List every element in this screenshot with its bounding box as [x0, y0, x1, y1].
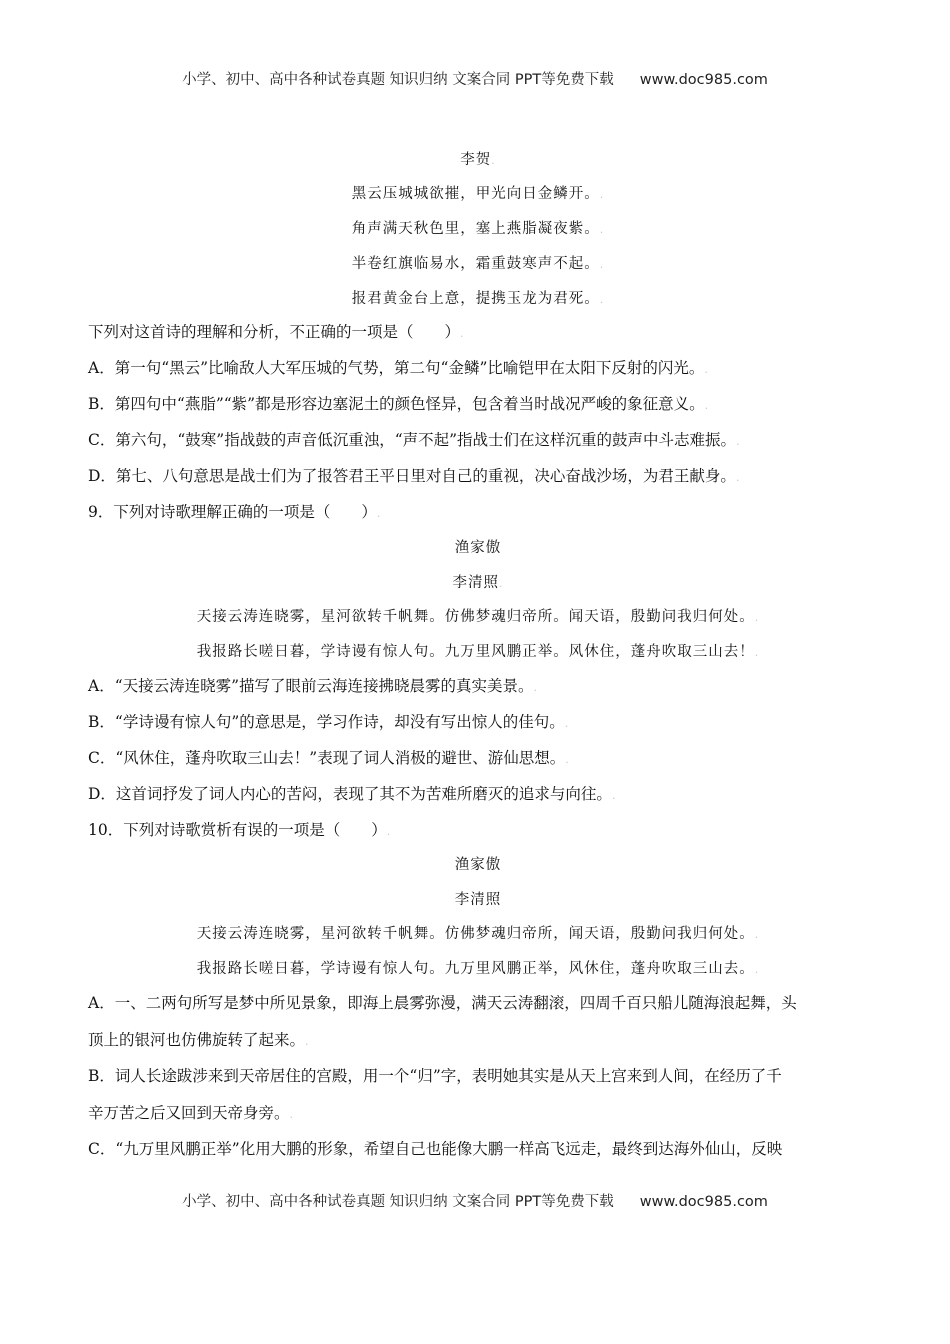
q10-poem-author: 李清照	[454, 892, 502, 908]
q10-poem-title: 渔家傲	[454, 857, 502, 873]
q9-poem-line: 天接云涛连晓雾，星河欲转千帆舞。仿佛梦魂归帝所。闻天语，殷勤问我归何处。.	[196, 609, 760, 625]
poem1-author: 李贺.	[460, 152, 496, 168]
header-site: www.doc985.com	[639, 72, 768, 88]
q10-stem: 10．下列对诗歌赏析有误的一项是（ ）.	[88, 821, 391, 839]
q9-stem: 9．下列对诗歌理解正确的一项是（ ）.	[88, 503, 381, 521]
q9-option-c: C．“风休住，蓬舟吹取三山去！”表现了词人消极的避世、游仙思想。.	[88, 749, 569, 767]
q9-poem-author: 李清照.	[452, 575, 504, 591]
q10-option-c: C．“九万里风鹏正举”化用大鹏的形象，希望自己也能像大鹏一样高飞远走，最终到达海外仙山，反映	[88, 1140, 783, 1158]
q8-stem: 下列对这首诗的理解和分析，不正确的一项是（ ）.	[88, 323, 464, 341]
q8-option-b: B．第四句中“燕脂”“紫”都是形容边塞泥土的颜色怪异，包含着当时战况严峻的象征意义。.	[88, 395, 709, 413]
poem1-line: 报君黄金台上意，提携玉龙为君死。.	[351, 291, 605, 307]
q8-option-d: D．第七、八句意思是战士们为了报答君王平日里对自己的重视，决心奋战沙场，为君王献身。.	[88, 467, 740, 485]
footer-site: www.doc985.com	[639, 1194, 768, 1210]
q8-option-c: C．第六句，“鼓寒”指战鼓的声音低沉重浊，“声不起”指战士们在这样沉重的鼓声中斗志难振。.	[88, 431, 740, 449]
poem1-line: 黑云压城城欲摧，甲光向日金鳞开。.	[351, 186, 605, 202]
poem1-line: 角声满天秋色里，塞上燕脂凝夜紫。.	[351, 221, 605, 237]
q10-option-b-cont: 辛万苦之后又回到天帝身旁。.	[88, 1104, 294, 1122]
q10-option-b: B．词人长途跋涉来到天帝居住的宫殿，用一个“归”字，表明她其实是从天上宫来到人间，在经历了千	[88, 1067, 782, 1085]
q9-option-a: A．“天接云涛连晓雾”描写了眼前云海连接拂晓晨雾的真实美景。.	[88, 677, 538, 695]
q9-poem-title: 渔家傲	[454, 540, 502, 556]
poem1-line: 半卷红旗临易水，霜重鼓寒声不起。.	[351, 256, 605, 272]
page-footer: 小学、初中、高中各种试卷真题 知识归纳 文案合同 PPT等免费下载 www.doc985.com	[182, 1194, 768, 1210]
q9-option-d: D．这首词抒发了词人内心的苦闷，表现了其不为苦难所磨灭的追求与向往。.	[88, 785, 616, 803]
q9-option-b: B．“学诗谩有惊人句”的意思是，学习作诗，却没有写出惊人的佳句。.	[88, 713, 569, 731]
q10-option-a-cont: 顶上的银河也仿佛旋转了起来。.	[88, 1031, 309, 1049]
q10-poem-line: 我报路长嗟日暮，学诗谩有惊人句。九万里风鹏正举，风休住，蓬舟吹取三山去。.	[196, 961, 760, 977]
q10-option-a: A．一、二两句所写是梦中所见景象，即海上晨雾弥漫，满天云涛翻滚，四周千百只船儿随海浪起舞，头	[88, 994, 797, 1012]
page-header: 小学、初中、高中各种试卷真题 知识归纳 文案合同 PPT等免费下载 www.doc985.com	[182, 72, 768, 88]
q10-poem-line: 天接云涛连晓雾，星河欲转千帆舞。仿佛梦魂归帝所，闻天语，殷勤问我归何处。.	[196, 926, 760, 942]
q8-option-a: A．第一句“黑云”比喻敌人大军压城的气势，第二句“金鳞”比喻铠甲在太阳下反射的闪光。.	[88, 359, 708, 377]
q9-poem-line: 我报路长嗟日暮，学诗谩有惊人句。九万里风鹏正举。风休住，蓬舟吹取三山去！.	[196, 644, 760, 660]
